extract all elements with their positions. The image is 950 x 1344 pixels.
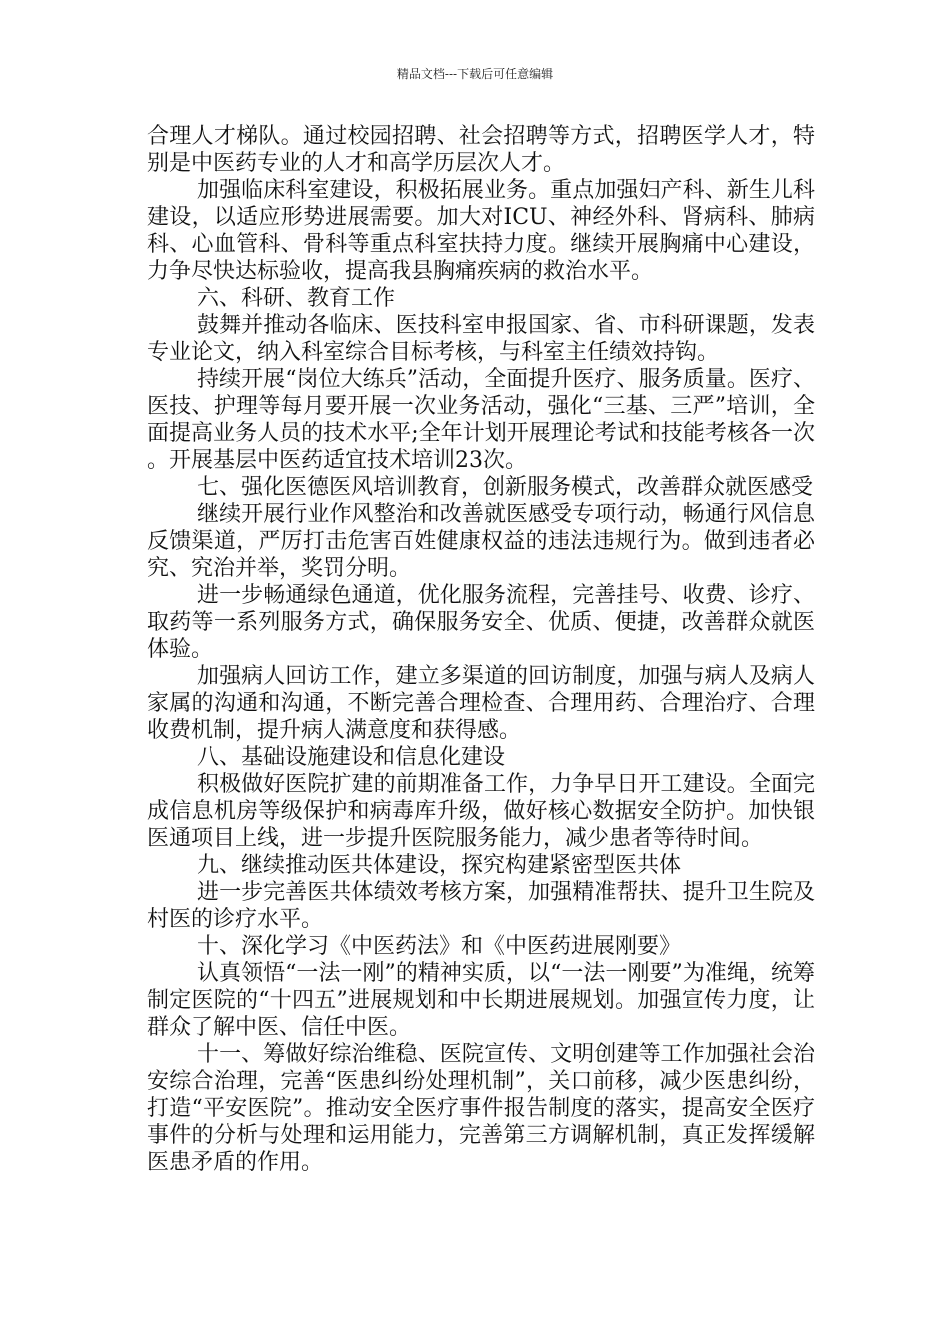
paragraph: 加强病人回访工作，建立多渠道的回访制度，加强与病人及病人家属的沟通和沟通，不断完善合理检查、合理用药、合理治疗、合理收费机制，提升病人满意度和获得感。 (147, 664, 815, 743)
section-heading: 九、继续推动医共体建设，探究构建紧密型医共体 (197, 853, 682, 878)
paragraph: 继续开展行业作风整治和改善就医感受专项行动，畅通行风信息反馈渠道，严厉打击危害百姓健康权益的违法违规行为。做到违者必究、究治并举，奖罚分明。 (147, 502, 815, 581)
section-heading: 八、基础设施建设和信息化建设 (197, 745, 506, 770)
paragraph: 十一、筹做好综治维稳、医院宣传、文明创建等工作加强社会治安综合治理，完善“医患纠纷处理机制”，关口前移，减少医患纠纷，打造“平安医院”。推动安全医疗事件报告制度的落实，提高安全医疗事件的分析与处理和运用能力，完善第三方调解机制，真正发挥缓解医患矛盾的作用。 (147, 1042, 815, 1175)
paragraph: 认真领悟“一法一刚”的精神实质，以“一法一刚要”为准绳，统筹制定医院的“十四五”进展规划和中长期进展规划。加强宣传力度，让群众了解中医、信任中医。 (147, 961, 815, 1040)
paragraph: 合理人才梯队。通过校园招聘、社会招聘等方式，招聘医学人才，特别是中医药专业的人才和高学历层次人才。 (147, 124, 815, 176)
paragraph: 持续开展“岗位大练兵”活动，全面提升医疗、服务质量。医疗、医技、护理等每月要开展一次业务活动，强化“三基、三严”培训，全面提高业务人员的技术水平;全年计划开展理论考试和技能考核各一次。开展基层中医药适宜技术培训23次。 (147, 367, 815, 473)
section-heading: 十、深化学习《中医药法》和《中医药进展刚要》 (197, 934, 682, 959)
paragraph: 进一步畅通绿色通道，优化服务流程，完善挂号、收费、诊疗、取药等一系列服务方式，确保服务安全、优质、便捷，改善群众就医体验。 (147, 583, 815, 662)
paragraph: 积极做好医院扩建的前期准备工作，力争早日开工建设。全面完成信息机房等级保护和病毒库升级，做好核心数据安全防护。加快银医通项目上线，进一步提升医院服务能力，减少患者等待时间。 (147, 772, 815, 851)
document-body (147, 123, 815, 1176)
paragraph: 进一步完善医共体绩效考核方案，加强精准帮扶、提升卫生院及村医的诊疗水平。 (147, 880, 815, 932)
section-heading: 七、强化医德医风培训教育，创新服务模式，改善群众就医感受 (197, 475, 814, 500)
section-heading: 六、科研、教育工作 (197, 286, 396, 311)
paragraph: 鼓舞并推动各临床、医技科室申报国家、省、市科研课题，发表专业论文，纳入科室综合目标考核，与科室主任绩效持钩。 (147, 313, 815, 365)
paragraph: 加强临床科室建设，积极拓展业务。重点加强妇产科、新生儿科建设，以适应形势进展需要。加大对ICU、神经外科、肾病科、肺病科、心血管科、骨科等重点科室扶持力度。继续开展胸痛中心建设，力争尽快达标验收，提高我县胸痛疾病的救治水平。 (147, 178, 815, 284)
page-header: 精品文档---下载后可任意编辑 (396, 67, 554, 81)
